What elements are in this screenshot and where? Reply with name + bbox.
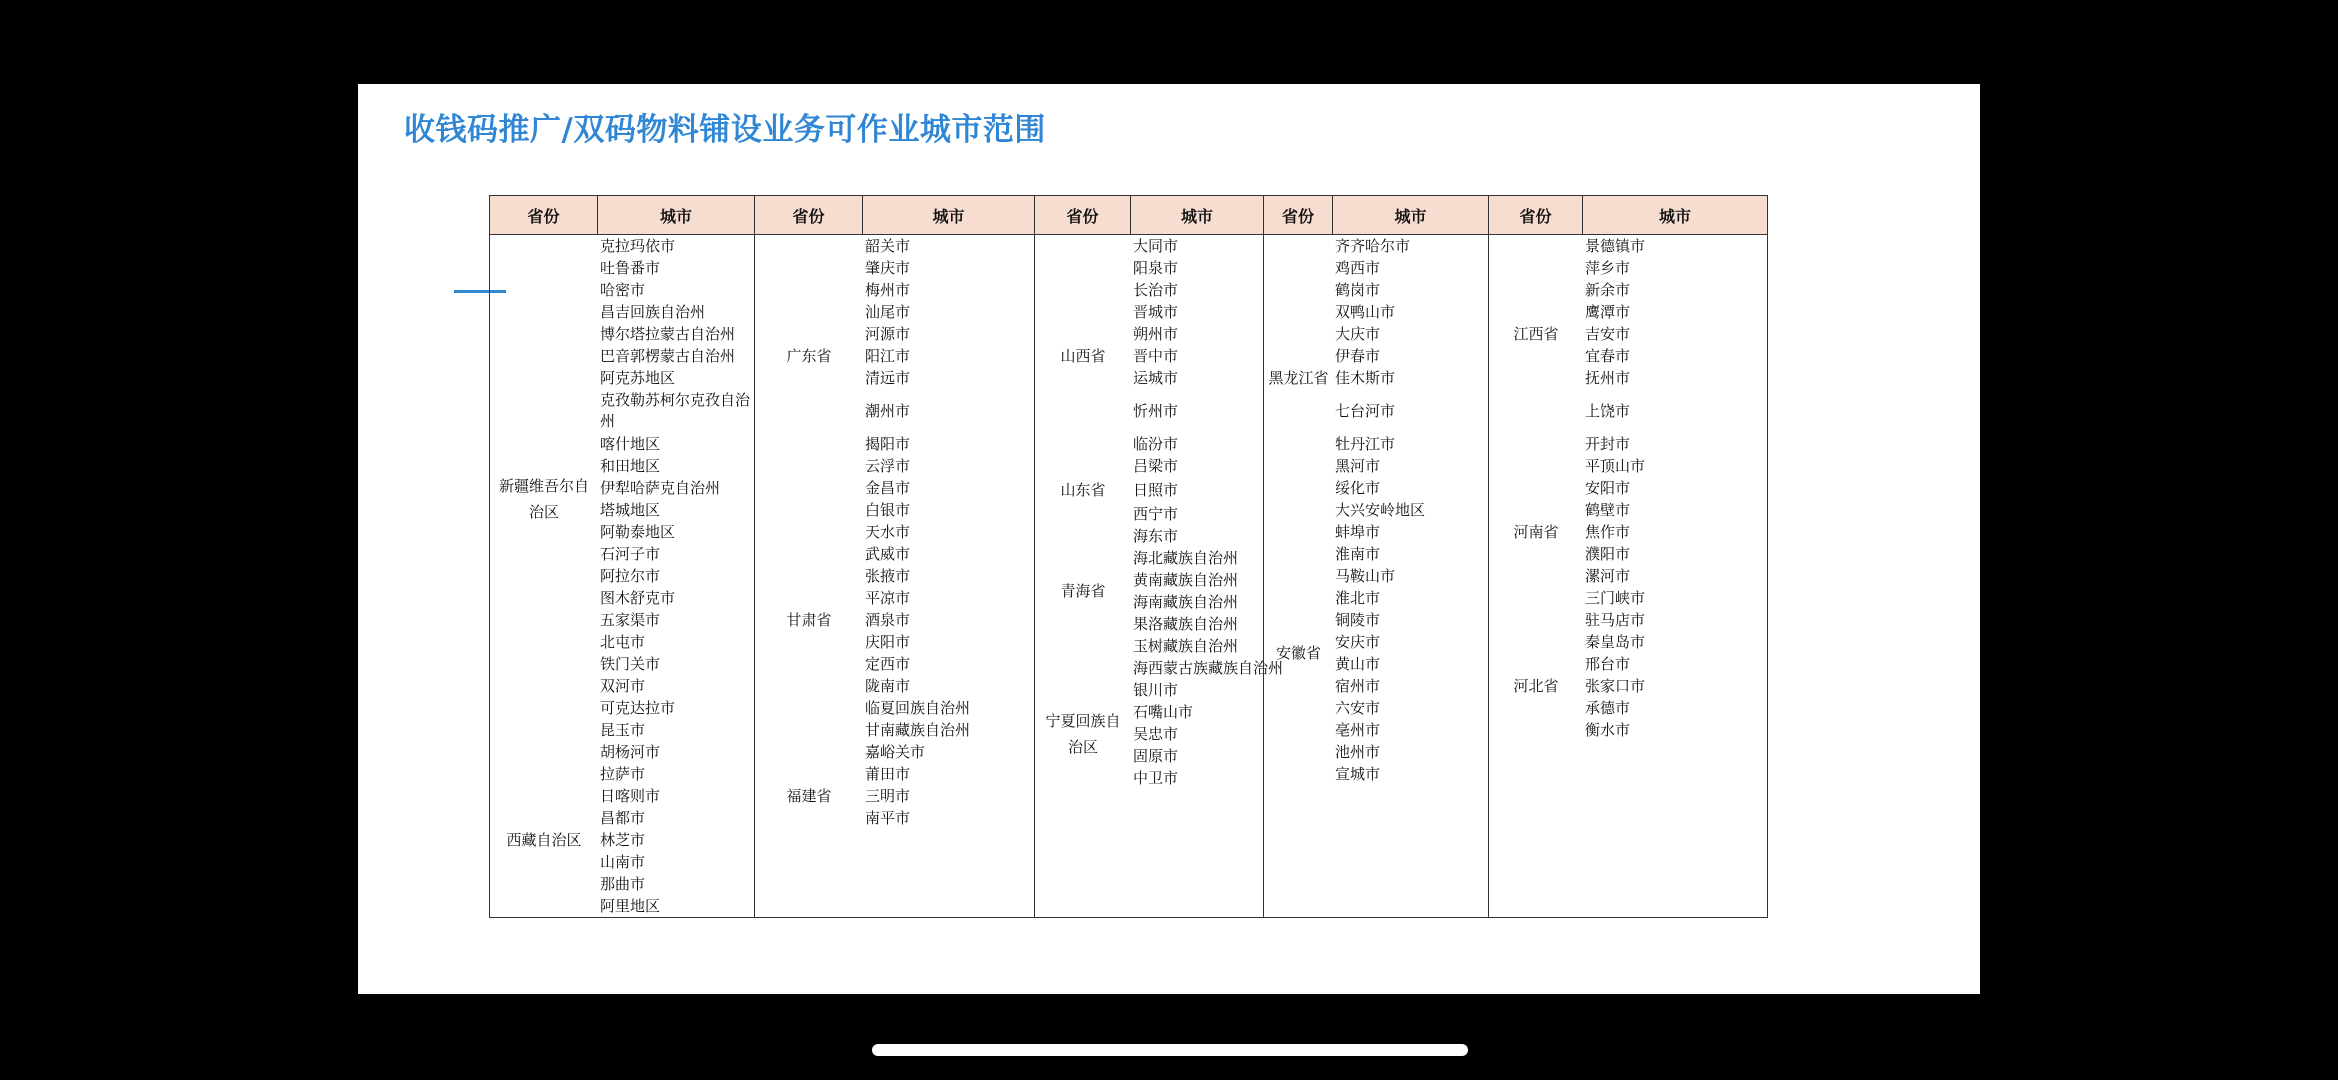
city-cell: 白银市 bbox=[865, 501, 911, 519]
city-cell: 亳州市 bbox=[1335, 721, 1381, 739]
city-cell: 三明市 bbox=[865, 787, 911, 805]
city-cell: 庆阳市 bbox=[865, 633, 911, 651]
city-cell: 胡杨河市 bbox=[600, 743, 661, 761]
city-cell: 蚌埠市 bbox=[1335, 523, 1381, 541]
city-cell: 宣城市 bbox=[1335, 765, 1381, 783]
column-inner-table bbox=[755, 235, 1034, 829]
city-cell: 日照市 bbox=[1133, 481, 1179, 499]
city-cell: 宿州市 bbox=[1335, 677, 1381, 695]
page-title: 收钱码推广/双码物料铺设业务可作业城市范围 bbox=[404, 112, 1046, 148]
province-cell: 河北省 bbox=[1513, 677, 1559, 695]
table-row bbox=[755, 477, 1034, 499]
province-cell: 安徽省 bbox=[1275, 644, 1321, 662]
city-cell: 衡水市 bbox=[1585, 721, 1631, 739]
city-cell: 吐鲁番市 bbox=[600, 259, 661, 277]
city-cell: 图木舒克市 bbox=[600, 589, 676, 607]
city-cell: 山南市 bbox=[600, 853, 646, 871]
city-cell: 长治市 bbox=[1133, 281, 1179, 299]
home-indicator[interactable] bbox=[872, 1044, 1468, 1056]
city-cell: 朔州市 bbox=[1133, 325, 1179, 343]
city-cell: 景德镇市 bbox=[1585, 237, 1646, 255]
city-cell: 阿拉尔市 bbox=[600, 567, 661, 585]
table-row bbox=[1035, 477, 1263, 503]
city-cell: 马鞍山市 bbox=[1335, 567, 1396, 585]
city-cell: 汕尾市 bbox=[865, 303, 911, 321]
city-cell: 海东市 bbox=[1133, 527, 1179, 545]
city-cell: 铁门关市 bbox=[600, 655, 661, 673]
city-cell: 黑河市 bbox=[1335, 457, 1381, 475]
city-cell: 黄山市 bbox=[1335, 655, 1381, 673]
column-inner-table bbox=[1264, 235, 1488, 785]
city-cell: 鸡西市 bbox=[1335, 259, 1381, 277]
header-city: 城市 bbox=[1583, 196, 1768, 235]
table-row bbox=[755, 235, 1034, 257]
city-cell: 梅州市 bbox=[865, 281, 911, 299]
header-city: 城市 bbox=[598, 196, 755, 235]
city-cell: 双鸭山市 bbox=[1335, 303, 1396, 321]
table-row bbox=[1489, 235, 1767, 257]
province-cell: 宁夏回族自治区 bbox=[1045, 712, 1121, 756]
city-cell: 安阳市 bbox=[1585, 479, 1631, 497]
table-row bbox=[1035, 503, 1263, 525]
table-row bbox=[1489, 631, 1767, 653]
city-cell: 大庆市 bbox=[1335, 325, 1381, 343]
city-cell: 淮北市 bbox=[1335, 589, 1381, 607]
city-cell: 上饶市 bbox=[1585, 401, 1631, 420]
city-cell: 齐齐哈尔市 bbox=[1335, 237, 1411, 255]
province-cell: 广东省 bbox=[786, 347, 832, 365]
city-cell: 张家口市 bbox=[1585, 677, 1646, 695]
city-cell: 甘南藏族自治州 bbox=[865, 721, 971, 739]
city-cell: 阿里地区 bbox=[600, 897, 661, 915]
city-cell: 吉安市 bbox=[1585, 325, 1631, 343]
city-cell: 云浮市 bbox=[865, 457, 911, 475]
header-province: 省份 bbox=[1489, 196, 1583, 235]
header-city: 城市 bbox=[863, 196, 1035, 235]
column-inner-table bbox=[1489, 235, 1767, 741]
city-cell: 佳木斯市 bbox=[1335, 369, 1396, 387]
column-inner-table bbox=[490, 235, 754, 917]
city-cell: 韶关市 bbox=[865, 237, 911, 255]
city-cell: 莆田市 bbox=[865, 765, 911, 783]
city-cell: 喀什地区 bbox=[600, 435, 661, 453]
province-cell: 山东省 bbox=[1060, 481, 1106, 499]
city-cell: 昌都市 bbox=[600, 809, 646, 827]
city-cell: 濮阳市 bbox=[1585, 545, 1631, 563]
table-row bbox=[1489, 433, 1767, 455]
city-cell: 吴忠市 bbox=[1133, 725, 1179, 743]
city-cell: 平凉市 bbox=[865, 589, 911, 607]
province-cell: 西藏自治区 bbox=[506, 831, 582, 849]
city-cell: 巴音郭楞蒙古自治州 bbox=[600, 347, 736, 365]
city-cell: 七台河市 bbox=[1335, 401, 1396, 420]
table-row bbox=[1035, 235, 1263, 257]
column-inner-table bbox=[1035, 235, 1284, 789]
table-row bbox=[490, 763, 754, 785]
city-cell: 潮州市 bbox=[865, 401, 911, 420]
province-cell: 河南省 bbox=[1513, 523, 1559, 541]
city-cell: 西宁市 bbox=[1133, 505, 1179, 523]
header-province: 省份 bbox=[1264, 196, 1333, 235]
city-cell: 黄南藏族自治州 bbox=[1133, 571, 1239, 589]
city-cell: 三门峡市 bbox=[1585, 589, 1646, 607]
city-cell: 临汾市 bbox=[1133, 435, 1179, 453]
city-cell: 双河市 bbox=[600, 677, 646, 695]
city-cell: 六安市 bbox=[1335, 699, 1381, 717]
city-cell: 拉萨市 bbox=[600, 765, 646, 783]
city-cell: 那曲市 bbox=[600, 875, 646, 893]
city-cell: 嘉峪关市 bbox=[865, 743, 926, 761]
province-cell: 甘肃省 bbox=[786, 611, 832, 629]
city-cell: 宜春市 bbox=[1585, 347, 1631, 365]
city-cell: 玉树藏族自治州 bbox=[1133, 637, 1239, 655]
city-cell: 塔城地区 bbox=[600, 501, 661, 519]
city-cell: 淮南市 bbox=[1335, 545, 1381, 563]
city-cell: 清远市 bbox=[865, 369, 911, 387]
city-cell: 运城市 bbox=[1133, 369, 1179, 387]
table-column-2 bbox=[755, 235, 1035, 918]
table-column-1 bbox=[490, 235, 755, 918]
city-cell: 漯河市 bbox=[1585, 567, 1631, 585]
city-cell: 中卫市 bbox=[1133, 769, 1179, 787]
city-scope-table bbox=[489, 195, 1768, 918]
city-cell: 承德市 bbox=[1585, 699, 1631, 717]
city-cell: 天水市 bbox=[865, 523, 911, 541]
header-city: 城市 bbox=[1333, 196, 1489, 235]
city-cell: 鹤壁市 bbox=[1585, 501, 1631, 519]
city-cell: 鹰潭市 bbox=[1585, 303, 1631, 321]
city-cell: 伊犁哈萨克自治州 bbox=[600, 479, 721, 497]
city-cell: 河源市 bbox=[865, 325, 911, 343]
city-cell: 武威市 bbox=[865, 545, 911, 563]
city-cell: 林芝市 bbox=[600, 831, 646, 849]
city-cell: 忻州市 bbox=[1133, 401, 1179, 420]
city-cell: 焦作市 bbox=[1585, 523, 1631, 541]
province-cell: 山西省 bbox=[1060, 347, 1106, 365]
table-row bbox=[755, 763, 1034, 785]
city-cell: 开封市 bbox=[1585, 435, 1631, 453]
city-cell: 哈密市 bbox=[600, 281, 646, 299]
city-cell: 秦皇岛市 bbox=[1585, 633, 1646, 651]
city-cell: 池州市 bbox=[1335, 743, 1381, 761]
city-cell: 和田地区 bbox=[600, 457, 661, 475]
city-cell: 固原市 bbox=[1133, 747, 1179, 765]
city-cell: 石嘴山市 bbox=[1133, 703, 1194, 721]
city-cell: 阿勒泰地区 bbox=[600, 523, 676, 541]
city-cell: 大兴安岭地区 bbox=[1335, 501, 1426, 519]
city-cell: 昌吉回族自治州 bbox=[600, 303, 706, 321]
city-cell: 南平市 bbox=[865, 809, 911, 827]
city-cell: 伊春市 bbox=[1335, 347, 1381, 365]
city-cell: 陇南市 bbox=[865, 677, 911, 695]
city-cell: 安庆市 bbox=[1335, 633, 1381, 651]
table-row bbox=[1264, 521, 1488, 543]
city-cell: 新余市 bbox=[1585, 281, 1631, 299]
city-cell: 博尔塔拉蒙古自治州 bbox=[600, 325, 736, 343]
city-cell: 临夏回族自治州 bbox=[865, 699, 971, 717]
city-cell: 牡丹江市 bbox=[1335, 435, 1396, 453]
city-cell: 晋城市 bbox=[1133, 303, 1179, 321]
city-cell: 抚州市 bbox=[1585, 369, 1631, 387]
city-cell: 海西蒙古族藏族自治州 bbox=[1133, 659, 1284, 677]
table-header-row bbox=[490, 196, 1768, 235]
city-cell: 果洛藏族自治州 bbox=[1133, 615, 1239, 633]
header-province: 省份 bbox=[755, 196, 863, 235]
province-cell: 青海省 bbox=[1060, 582, 1106, 600]
city-cell: 邢台市 bbox=[1585, 655, 1631, 673]
city-cell: 阿克苏地区 bbox=[600, 369, 676, 387]
province-cell: 江西省 bbox=[1513, 325, 1559, 343]
table-column-4 bbox=[1264, 235, 1489, 918]
city-cell: 日喀则市 bbox=[600, 787, 661, 805]
city-cell: 可克达拉市 bbox=[600, 699, 676, 717]
city-cell: 驻马店市 bbox=[1585, 611, 1646, 629]
city-cell: 晋中市 bbox=[1133, 347, 1179, 365]
city-cell: 吕梁市 bbox=[1133, 457, 1179, 475]
table-row bbox=[490, 235, 754, 257]
province-cell: 福建省 bbox=[786, 787, 832, 805]
city-cell: 石河子市 bbox=[600, 545, 661, 563]
slide bbox=[358, 84, 1980, 994]
province-cell: 新疆维吾尔自治区 bbox=[498, 477, 589, 521]
city-cell: 五家渠市 bbox=[600, 611, 661, 629]
city-cell: 肇庆市 bbox=[865, 259, 911, 277]
city-cell: 张掖市 bbox=[865, 567, 911, 585]
city-cell: 酒泉市 bbox=[865, 611, 911, 629]
city-cell: 平顶山市 bbox=[1585, 457, 1646, 475]
table-row bbox=[1264, 235, 1488, 257]
city-cell: 阳江市 bbox=[865, 347, 911, 365]
city-cell: 昆玉市 bbox=[600, 721, 646, 739]
city-cell: 绥化市 bbox=[1335, 479, 1381, 497]
city-cell: 大同市 bbox=[1133, 237, 1179, 255]
province-cell: 黑龙江省 bbox=[1268, 369, 1329, 387]
city-cell: 阳泉市 bbox=[1133, 259, 1179, 277]
table-column-5 bbox=[1489, 235, 1768, 918]
city-cell: 定西市 bbox=[865, 655, 911, 673]
table-body-row bbox=[490, 235, 1768, 918]
city-cell: 鹤岗市 bbox=[1335, 281, 1381, 299]
city-cell: 北屯市 bbox=[600, 633, 646, 651]
city-cell: 海北藏族自治州 bbox=[1133, 549, 1239, 567]
table-column-3 bbox=[1035, 235, 1284, 918]
header-province: 省份 bbox=[490, 196, 598, 235]
table-row bbox=[1035, 679, 1263, 701]
city-cell: 海南藏族自治州 bbox=[1133, 593, 1239, 611]
city-cell: 揭阳市 bbox=[865, 435, 911, 453]
city-cell: 金昌市 bbox=[865, 479, 911, 497]
header-province: 省份 bbox=[1035, 196, 1131, 235]
header-city: 城市 bbox=[1131, 196, 1264, 235]
city-cell: 克孜勒苏柯尔克孜自治州 bbox=[600, 391, 751, 430]
city-cell: 萍乡市 bbox=[1585, 259, 1631, 277]
city-cell: 铜陵市 bbox=[1335, 611, 1381, 629]
city-cell: 克拉玛依市 bbox=[600, 237, 676, 255]
city-cell: 银川市 bbox=[1133, 681, 1179, 699]
